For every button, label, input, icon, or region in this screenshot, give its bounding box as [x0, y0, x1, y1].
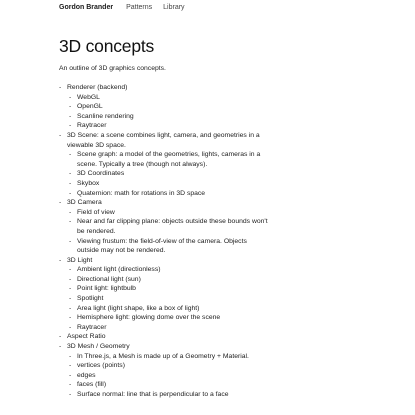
nav-link-patterns[interactable]: Patterns — [126, 3, 153, 11]
outline-subitem: - 3D Coordinates — [69, 169, 269, 179]
outline-subitem: - Hemisphere light: glowing dome over the scene — [69, 313, 269, 323]
outline-sublist — [69, 265, 269, 332]
outline-item — [59, 256, 269, 333]
outline-subitem: - Scanline rendering — [69, 112, 269, 122]
outline-subitem: - edges — [69, 371, 269, 381]
outline-subitem: - In Three.js, a Mesh is made up of a Geometry + Material. — [69, 352, 269, 362]
page-intro: An outline of 3D graphics concepts. — [59, 65, 166, 72]
outline-subitem: - Raytracer — [69, 323, 269, 333]
outline-subitem: - Directional light (sun) — [69, 275, 269, 285]
outline-item-label: 3D Scene: a scene combines light, camera, and geometries in a viewable 3D space. — [67, 131, 260, 149]
outline-subitem: - Surface normal: line that is perpendicular to a face — [69, 390, 269, 400]
outline-sublist — [69, 150, 269, 198]
outline-subitem: - Ambient light (directionless) — [69, 265, 269, 275]
outline-item-label: 3D Camera — [67, 199, 102, 207]
outline-sublist — [69, 352, 269, 400]
outline-subitem: - Field of view — [69, 208, 269, 218]
outline-subitem: - Raytracer — [69, 121, 269, 131]
outline-item-label: 3D Light — [67, 256, 93, 264]
outline-subitem: - Near and far clipping plane: objects outside these bounds won't be rendered. — [69, 217, 269, 236]
site-brand-link[interactable]: Gordon Brander — [59, 3, 114, 11]
outline-subitem: - faces (fill) — [69, 380, 269, 390]
outline-item — [59, 342, 269, 400]
concept-outline — [59, 83, 269, 400]
outline-item-label: Renderer (backend) — [67, 84, 128, 91]
outline-subitem: - Scene graph: a model of the geometries, lights, cameras in a scene. Typically a tree (though not always). — [69, 150, 269, 169]
nav-link-library[interactable]: Library — [163, 3, 185, 11]
outline-item — [59, 83, 269, 131]
outline-sublist — [69, 208, 269, 256]
outline-subitem: - WebGL — [69, 93, 269, 103]
top-nav — [59, 0, 196, 14]
outline-item — [59, 131, 269, 198]
outline-item-label: Aspect Ratio — [67, 333, 106, 341]
outline-subitem: - Spotlight — [69, 294, 269, 304]
outline-sublist — [69, 93, 269, 131]
outline-subitem: - Skybox — [69, 179, 269, 189]
outline-item — [59, 332, 269, 342]
outline-item — [59, 198, 269, 256]
outline-subitem: - Point light: lightbulb — [69, 284, 269, 294]
outline-subitem: - vertices (points) — [69, 361, 269, 371]
page-title: 3D concepts — [59, 36, 155, 56]
outline-subitem: - Quaternion: math for rotations in 3D space — [69, 189, 269, 199]
outline-item-label: 3D Mesh / Geometry — [67, 343, 130, 351]
outline-subitem: - Area light (light shape, like a box of light) — [69, 304, 269, 314]
outline-subitem: - Viewing frustum: the field-of-view of the camera. Objects outside may not be rendered. — [69, 237, 269, 256]
outline-subitem: - OpenGL — [69, 102, 269, 112]
